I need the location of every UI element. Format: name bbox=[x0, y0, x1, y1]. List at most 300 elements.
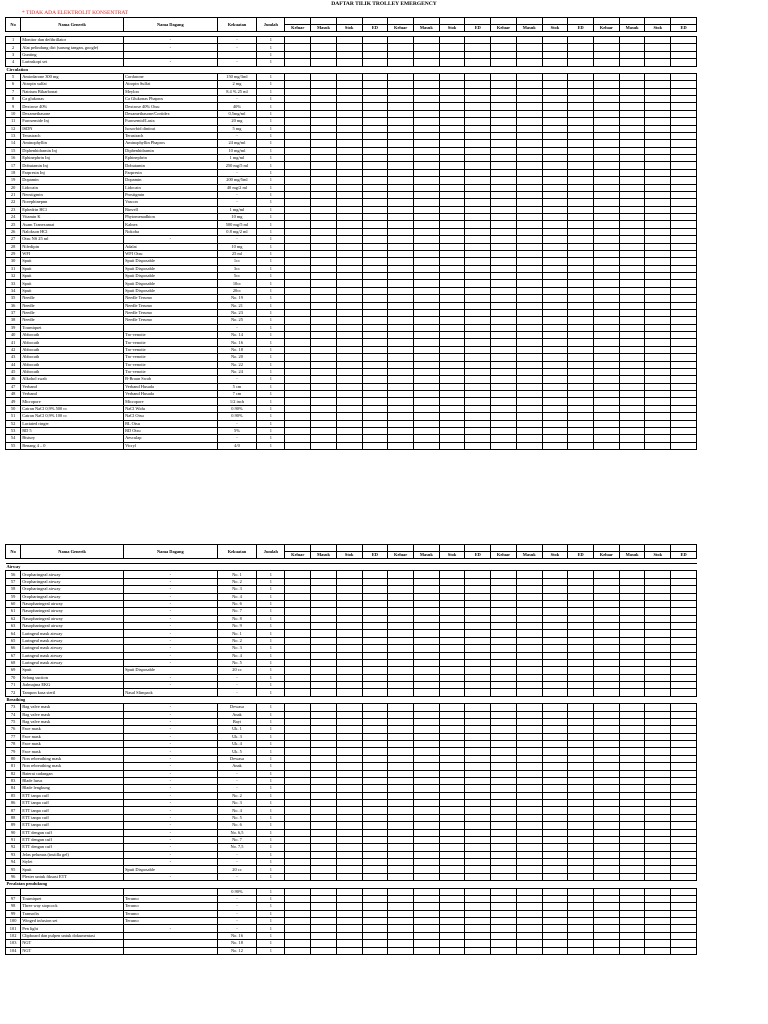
table-row bbox=[6, 361, 697, 368]
cell-kekuatan: - bbox=[217, 420, 257, 427]
cell-check bbox=[619, 770, 645, 777]
cell-check bbox=[285, 332, 311, 339]
cell-check bbox=[388, 376, 414, 383]
cell-check bbox=[619, 674, 645, 681]
cell-check bbox=[285, 586, 311, 593]
cell-check bbox=[311, 741, 337, 748]
cell-check bbox=[516, 866, 542, 873]
cell-check bbox=[465, 191, 491, 198]
cell-check bbox=[671, 125, 697, 132]
cell-check bbox=[388, 81, 414, 88]
cell-check bbox=[285, 600, 311, 607]
cell-check bbox=[568, 859, 594, 866]
cell-check bbox=[671, 354, 697, 361]
cell-jumlah: 1 bbox=[257, 873, 285, 880]
cell-check bbox=[388, 822, 414, 829]
cell-check bbox=[465, 184, 491, 191]
cell-check bbox=[285, 398, 311, 405]
cell-check bbox=[439, 932, 465, 939]
cell-jumlah: 1 bbox=[257, 763, 285, 770]
cell-check bbox=[491, 593, 517, 600]
cell-check bbox=[542, 829, 568, 836]
cell-check bbox=[542, 822, 568, 829]
cell-check bbox=[491, 682, 517, 689]
cell-check bbox=[671, 711, 697, 718]
cell-check bbox=[413, 51, 439, 58]
cell-check bbox=[542, 191, 568, 198]
cell-check bbox=[594, 851, 620, 858]
cell-check bbox=[465, 287, 491, 294]
cell-jumlah: 1 bbox=[257, 81, 285, 88]
cell-kekuatan: No. 21 bbox=[217, 302, 257, 309]
cell-check bbox=[311, 332, 337, 339]
cell-check bbox=[311, 346, 337, 353]
table-row bbox=[6, 383, 697, 390]
cell-kekuatan: No. 3 bbox=[217, 645, 257, 652]
cell-jumlah: 1 bbox=[257, 125, 285, 132]
cell-kekuatan: No. 4 bbox=[217, 593, 257, 600]
cell-kekuatan: No. 22 bbox=[217, 361, 257, 368]
cell-check bbox=[594, 280, 620, 287]
cell-check bbox=[516, 770, 542, 777]
cell-check bbox=[516, 169, 542, 176]
cell-nama-dagang: - bbox=[124, 777, 218, 784]
cell-check bbox=[568, 792, 594, 799]
cell-check bbox=[568, 250, 594, 257]
cell-nama-generik: Non rebreathing mask bbox=[21, 755, 124, 762]
cell-check bbox=[336, 836, 362, 843]
cell-nama-dagang: - bbox=[124, 674, 218, 681]
cell-check bbox=[413, 147, 439, 154]
cell-check bbox=[336, 317, 362, 324]
cell-nama-dagang: - bbox=[124, 659, 218, 666]
cell-check bbox=[491, 221, 517, 228]
cell-check bbox=[311, 600, 337, 607]
cell-check bbox=[285, 689, 311, 696]
cell-jumlah: 1 bbox=[257, 273, 285, 280]
cell-no: 25 bbox=[6, 221, 21, 228]
cell-jumlah: 1 bbox=[257, 302, 285, 309]
cell-check bbox=[413, 302, 439, 309]
cell-nama-generik: Farpresin Inj bbox=[21, 169, 124, 176]
cell-check bbox=[413, 155, 439, 162]
cell-kekuatan: 4/0 bbox=[217, 442, 257, 449]
cell-check bbox=[594, 844, 620, 851]
cell-check bbox=[336, 888, 362, 895]
cell-check bbox=[542, 147, 568, 154]
header-stok: Stok bbox=[439, 552, 465, 559]
cell-check bbox=[336, 925, 362, 932]
cell-check bbox=[311, 733, 337, 740]
cell-check bbox=[439, 822, 465, 829]
cell-check bbox=[594, 903, 620, 910]
cell-check bbox=[516, 800, 542, 807]
cell-check bbox=[465, 866, 491, 873]
table-row bbox=[6, 405, 697, 412]
cell-check bbox=[542, 932, 568, 939]
cell-check bbox=[465, 280, 491, 287]
cell-check bbox=[671, 859, 697, 866]
cell-check bbox=[619, 413, 645, 420]
cell-check bbox=[413, 667, 439, 674]
cell-check bbox=[568, 118, 594, 125]
cell-check bbox=[619, 59, 645, 66]
cell-check bbox=[413, 59, 439, 66]
cell-nama-dagang: - bbox=[124, 748, 218, 755]
cell-kekuatan: No. 3 bbox=[217, 586, 257, 593]
cell-check bbox=[311, 37, 337, 44]
cell-check bbox=[388, 792, 414, 799]
cell-check bbox=[568, 932, 594, 939]
cell-check bbox=[645, 578, 671, 585]
cell-no: 23 bbox=[6, 206, 21, 213]
cell-check bbox=[311, 435, 337, 442]
cell-check bbox=[439, 829, 465, 836]
cell-check bbox=[645, 755, 671, 762]
cell-check bbox=[491, 615, 517, 622]
table-row bbox=[6, 704, 697, 711]
cell-check bbox=[336, 140, 362, 147]
cell-check bbox=[491, 689, 517, 696]
cell-check bbox=[594, 427, 620, 434]
header-masuk: Masuk bbox=[311, 552, 337, 559]
table-row bbox=[6, 280, 697, 287]
cell-nama-generik: Nasopharingeal airway bbox=[21, 600, 124, 607]
cell-no: 96 bbox=[6, 873, 21, 880]
cell-check bbox=[645, 368, 671, 375]
cell-check bbox=[516, 383, 542, 390]
cell-check bbox=[516, 741, 542, 748]
cell-jumlah: 1 bbox=[257, 37, 285, 44]
cell-check bbox=[388, 932, 414, 939]
cell-check bbox=[568, 199, 594, 206]
cell-check bbox=[491, 726, 517, 733]
cell-check bbox=[594, 177, 620, 184]
cell-check bbox=[619, 836, 645, 843]
cell-check bbox=[568, 295, 594, 302]
cell-check bbox=[594, 586, 620, 593]
cell-check bbox=[671, 630, 697, 637]
cell-check bbox=[568, 324, 594, 331]
cell-check bbox=[311, 302, 337, 309]
cell-kekuatan: Anak bbox=[217, 763, 257, 770]
cell-check bbox=[645, 250, 671, 257]
header-blank bbox=[388, 18, 414, 25]
cell-check bbox=[671, 645, 697, 652]
cell-check bbox=[413, 250, 439, 257]
cell-check bbox=[336, 125, 362, 132]
table-row bbox=[6, 888, 697, 895]
table-row bbox=[6, 132, 697, 139]
cell-check bbox=[388, 873, 414, 880]
cell-jumlah: 1 bbox=[257, 376, 285, 383]
cell-check bbox=[388, 571, 414, 578]
cell-nama-dagang: - bbox=[124, 593, 218, 600]
cell-check bbox=[285, 726, 311, 733]
cell-check bbox=[285, 895, 311, 902]
cell-check bbox=[285, 59, 311, 66]
cell-check bbox=[336, 96, 362, 103]
cell-kekuatan: No. 24 bbox=[217, 368, 257, 375]
header-no: No bbox=[6, 18, 21, 32]
table-row bbox=[6, 615, 697, 622]
header-blank bbox=[388, 545, 414, 552]
cell-check bbox=[516, 118, 542, 125]
header-blank bbox=[439, 18, 465, 25]
table-row bbox=[6, 273, 697, 280]
cell-check bbox=[516, 147, 542, 154]
cell-check bbox=[542, 851, 568, 858]
table-row bbox=[6, 800, 697, 807]
cell-check bbox=[362, 280, 388, 287]
cell-check bbox=[362, 169, 388, 176]
table-row bbox=[6, 354, 697, 361]
cell-check bbox=[594, 155, 620, 162]
cell-check bbox=[542, 324, 568, 331]
cell-check bbox=[311, 630, 337, 637]
cell-check bbox=[285, 81, 311, 88]
cell-check bbox=[568, 829, 594, 836]
cell-check bbox=[594, 391, 620, 398]
cell-check bbox=[671, 571, 697, 578]
cell-check bbox=[336, 361, 362, 368]
cell-check bbox=[388, 125, 414, 132]
cell-check bbox=[619, 726, 645, 733]
cell-check bbox=[645, 354, 671, 361]
cell-check bbox=[285, 704, 311, 711]
cell-check bbox=[516, 851, 542, 858]
cell-check bbox=[388, 236, 414, 243]
cell-check bbox=[594, 888, 620, 895]
cell-check bbox=[671, 763, 697, 770]
cell-check bbox=[362, 177, 388, 184]
cell-check bbox=[388, 652, 414, 659]
cell-kekuatan: No. 25 bbox=[217, 317, 257, 324]
table-row bbox=[6, 571, 697, 578]
cell-kekuatan: 0.90% bbox=[217, 405, 257, 412]
cell-jumlah: 1 bbox=[257, 405, 285, 412]
cell-check bbox=[465, 785, 491, 792]
cell-nama-generik: Otsu NS 25 ml bbox=[21, 236, 124, 243]
header-masuk: Masuk bbox=[619, 552, 645, 559]
cell-check bbox=[362, 206, 388, 213]
cell-check bbox=[516, 243, 542, 250]
cell-check bbox=[516, 162, 542, 169]
cell-kekuatan: No. 23 bbox=[217, 309, 257, 316]
cell-jumlah: 1 bbox=[257, 652, 285, 659]
cell-check bbox=[619, 733, 645, 740]
cell-check bbox=[388, 888, 414, 895]
cell-check bbox=[362, 118, 388, 125]
cell-check bbox=[465, 155, 491, 162]
cell-check bbox=[645, 442, 671, 449]
cell-check bbox=[336, 398, 362, 405]
cell-check bbox=[645, 221, 671, 228]
document-title: DAFTAR TILIK TROLLEY EMERGENCY bbox=[331, 1, 437, 7]
cell-check bbox=[491, 51, 517, 58]
header-keluar: Keluar bbox=[285, 552, 311, 559]
cell-check bbox=[516, 844, 542, 851]
cell-check bbox=[285, 682, 311, 689]
cell-check bbox=[542, 413, 568, 420]
cell-no: 48 bbox=[6, 391, 21, 398]
cell-check bbox=[285, 324, 311, 331]
cell-check bbox=[388, 608, 414, 615]
cell-check bbox=[311, 199, 337, 206]
cell-kekuatan: Dewasa bbox=[217, 755, 257, 762]
cell-check bbox=[465, 177, 491, 184]
cell-nama-dagang: - bbox=[124, 822, 218, 829]
cell-check bbox=[336, 741, 362, 748]
cell-check bbox=[413, 947, 439, 954]
cell-check bbox=[362, 593, 388, 600]
cell-nama-dagang: Dopamin bbox=[124, 177, 218, 184]
cell-check bbox=[491, 132, 517, 139]
cell-check bbox=[594, 940, 620, 947]
cell-check bbox=[388, 420, 414, 427]
cell-check bbox=[645, 243, 671, 250]
cell-nama-dagang: Vascon bbox=[124, 199, 218, 206]
cell-check bbox=[594, 435, 620, 442]
cell-check bbox=[362, 910, 388, 917]
cell-check bbox=[491, 645, 517, 652]
cell-check bbox=[336, 339, 362, 346]
cell-check bbox=[516, 346, 542, 353]
cell-check bbox=[336, 155, 362, 162]
cell-check bbox=[568, 866, 594, 873]
cell-check bbox=[388, 748, 414, 755]
cell-check bbox=[491, 623, 517, 630]
cell-check bbox=[311, 442, 337, 449]
cell-nama-generik: Micropore bbox=[21, 398, 124, 405]
cell-check bbox=[619, 866, 645, 873]
cell-check bbox=[568, 763, 594, 770]
table-row bbox=[6, 442, 697, 449]
cell-check bbox=[619, 147, 645, 154]
cell-nama-dagang: - bbox=[124, 615, 218, 622]
cell-nama-generik: Jialmajma EKG bbox=[21, 682, 124, 689]
cell-kekuatan: 0.8 mg/2 ml bbox=[217, 228, 257, 235]
cell-check bbox=[568, 851, 594, 858]
cell-no: 2 bbox=[6, 44, 21, 51]
cell-check bbox=[619, 317, 645, 324]
cell-no: 62 bbox=[6, 615, 21, 622]
cell-jumlah: 1 bbox=[257, 177, 285, 184]
cell-nama-dagang: WFI Otsu bbox=[124, 250, 218, 257]
cell-check bbox=[645, 228, 671, 235]
cell-check bbox=[439, 888, 465, 895]
cell-check bbox=[594, 770, 620, 777]
cell-check bbox=[285, 925, 311, 932]
cell-check bbox=[311, 88, 337, 95]
cell-check bbox=[594, 413, 620, 420]
cell-check bbox=[671, 258, 697, 265]
cell-check bbox=[542, 615, 568, 622]
cell-check bbox=[465, 302, 491, 309]
cell-check bbox=[336, 221, 362, 228]
cell-check bbox=[362, 243, 388, 250]
cell-check bbox=[362, 184, 388, 191]
table-row bbox=[6, 578, 697, 585]
cell-nama-generik: Face mask bbox=[21, 726, 124, 733]
cell-check bbox=[645, 317, 671, 324]
cell-check bbox=[336, 169, 362, 176]
cell-kekuatan: - bbox=[217, 324, 257, 331]
cell-check bbox=[516, 637, 542, 644]
cell-nama-generik: Dextrose 40% bbox=[21, 103, 124, 110]
cell-check bbox=[388, 726, 414, 733]
cell-check bbox=[645, 586, 671, 593]
cell-check bbox=[491, 586, 517, 593]
cell-no: 5 bbox=[6, 73, 21, 80]
cell-check bbox=[671, 265, 697, 272]
cell-jumlah: 1 bbox=[257, 354, 285, 361]
cell-jumlah: 1 bbox=[257, 295, 285, 302]
cell-check bbox=[516, 295, 542, 302]
cell-jumlah: 1 bbox=[257, 88, 285, 95]
cell-no: 31 bbox=[6, 265, 21, 272]
cell-check bbox=[285, 206, 311, 213]
cell-no bbox=[6, 888, 21, 895]
cell-check bbox=[645, 265, 671, 272]
cell-check bbox=[465, 332, 491, 339]
cell-kekuatan: 7 cm bbox=[217, 391, 257, 398]
cell-check bbox=[413, 162, 439, 169]
cell-check bbox=[491, 169, 517, 176]
section-row bbox=[6, 696, 697, 703]
table-row bbox=[6, 413, 697, 420]
cell-check bbox=[311, 258, 337, 265]
cell-kekuatan: 1cc bbox=[217, 258, 257, 265]
cell-check bbox=[568, 391, 594, 398]
cell-check bbox=[619, 578, 645, 585]
table-row bbox=[6, 199, 697, 206]
cell-check bbox=[568, 903, 594, 910]
cell-jumlah: 1 bbox=[257, 258, 285, 265]
cell-kekuatan: 0.90% bbox=[217, 888, 257, 895]
cell-check bbox=[568, 682, 594, 689]
table-row bbox=[6, 866, 697, 873]
cell-check bbox=[671, 147, 697, 154]
cell-check bbox=[439, 96, 465, 103]
table-row bbox=[6, 674, 697, 681]
cell-check bbox=[439, 37, 465, 44]
cell-check bbox=[362, 258, 388, 265]
cell-check bbox=[671, 324, 697, 331]
cell-check bbox=[671, 44, 697, 51]
cell-check bbox=[362, 777, 388, 784]
cell-check bbox=[465, 859, 491, 866]
cell-check bbox=[413, 140, 439, 147]
cell-check bbox=[516, 630, 542, 637]
cell-check bbox=[413, 652, 439, 659]
cell-check bbox=[568, 51, 594, 58]
cell-check bbox=[594, 383, 620, 390]
table-row bbox=[6, 785, 697, 792]
cell-check bbox=[542, 376, 568, 383]
cell-check bbox=[413, 822, 439, 829]
cell-check bbox=[542, 777, 568, 784]
cell-check bbox=[671, 608, 697, 615]
cell-check bbox=[645, 37, 671, 44]
cell-check bbox=[568, 608, 594, 615]
cell-check bbox=[542, 361, 568, 368]
cell-check bbox=[336, 383, 362, 390]
header-blank bbox=[465, 18, 491, 25]
cell-nama-dagang: Diphenhidramin bbox=[124, 147, 218, 154]
cell-check bbox=[439, 214, 465, 221]
cell-check bbox=[542, 836, 568, 843]
